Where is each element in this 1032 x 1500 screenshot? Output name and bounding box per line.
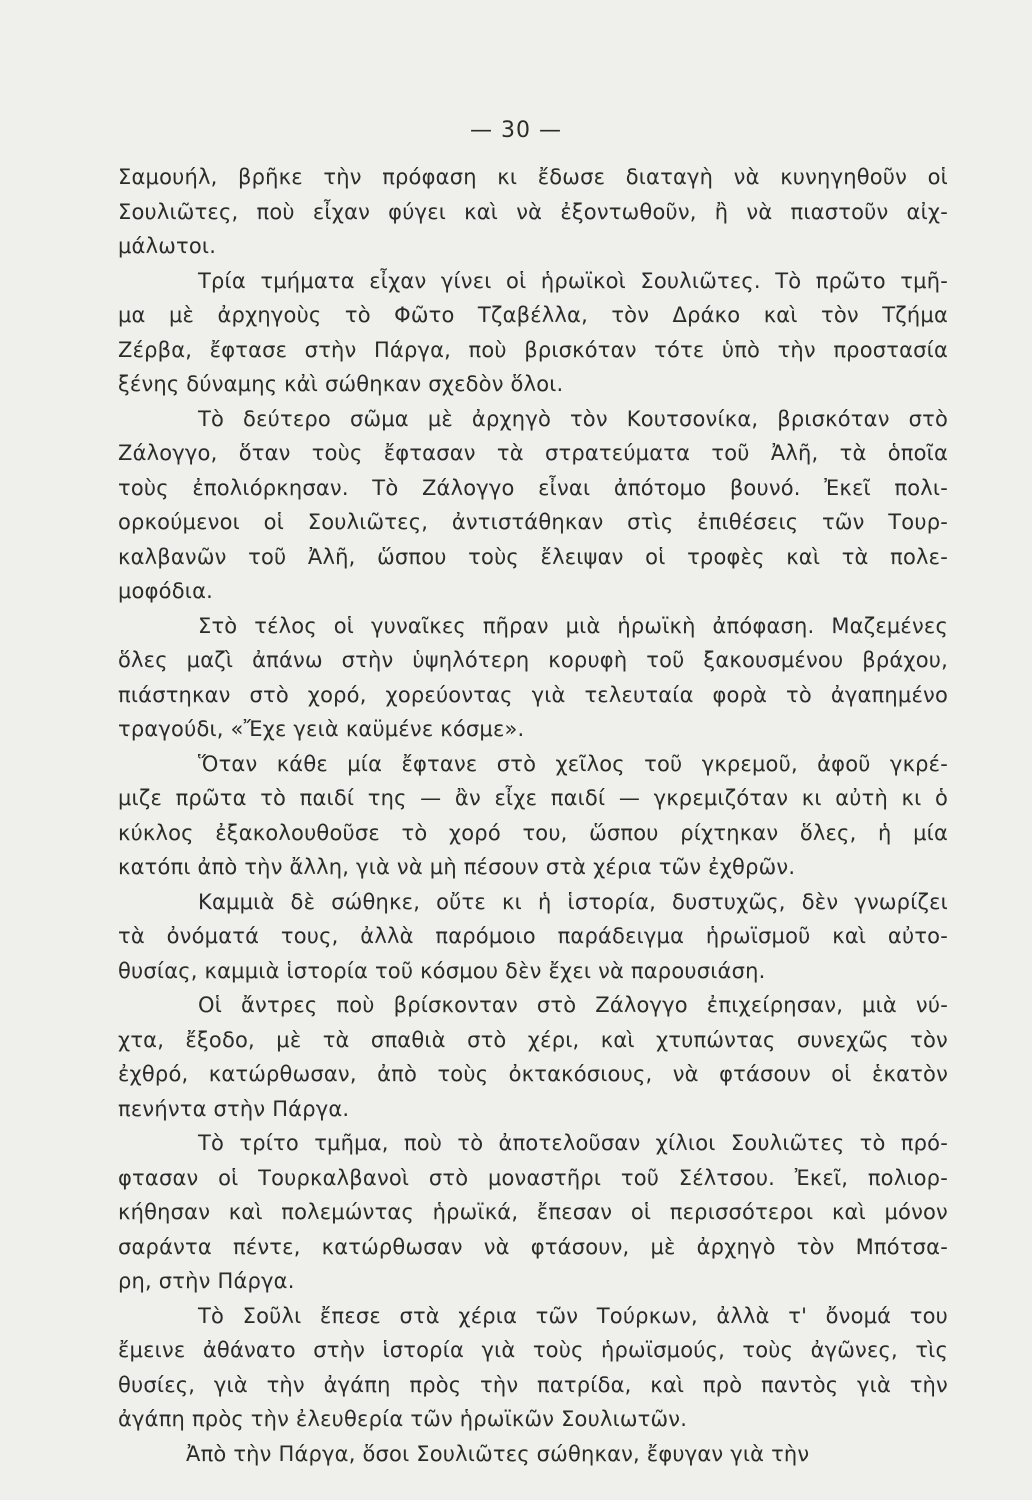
text-line: Ἀπὸ τὴν Πάργα, ὅσοι Σουλιῶτες σώθηκαν, ἔφυγαν γιὰ τὴν (186, 1441, 810, 1466)
text-line: θυσίες, γιὰ τὴν ἀγάπη πρὸς τὴν πατρίδα, καὶ πρὸ παντὸς γιὰ τὴν (118, 1372, 948, 1397)
text-line: ἔμεινε ἀθάνατο στὴν ἱστορία γιὰ τοὺς ἡρωϊσμούς, τοὺς ἀγῶνες, τὶς (118, 1338, 948, 1362)
text-line: μα μὲ ἀρχηγοὺς τὸ Φῶτο Τζαβέλλα, τὸν Δράκο καὶ τὸν Τζήμα (118, 303, 948, 327)
text-line: Τρία τμήματα εἶχαν γίνει οἱ ἡρωϊκοὶ Σουλιῶτες. Τὸ πρῶτο τμῆ- (198, 268, 948, 293)
text-line: Στὸ τέλος οἱ γυναῖκες πῆραν μιὰ ἡρωϊκὴ ἀπόφαση. Μαζεμένες (198, 613, 948, 638)
text-line: μοφόδια. (118, 579, 213, 603)
text-line: καλβανῶν τοῦ Ἀλῆ, ὥσπου τοὺς ἔλειψαν οἱ τροφὲς καὶ τὰ πολε- (118, 544, 948, 569)
text-line: Ζάλογγο, ὅταν τοὺς ἔφτασαν τὰ στρατεύματα τοῦ Ἀλῆ, τὰ ὁποῖα (118, 441, 948, 465)
text-line: ξένης δύναμης κἀὶ σώθηκαν σχεδὸν ὅλοι. (118, 372, 564, 396)
text-line: τοὺς ἐπολιόρκησαν. Τὸ Ζάλογγο εἶναι ἀπότομο βουνό. Ἐκεῖ πολι- (118, 475, 948, 500)
text-line: κήθησαν καὶ πολεμώντας ἡρωϊκά, ἔπεσαν οἱ περισσότεροι καὶ μόνον (118, 1200, 948, 1224)
text-line: τραγούδι, «Ἔχε γειὰ καϋμένε κόσμε». (118, 717, 525, 741)
text-line: Τὸ Σοῦλι ἔπεσε στὰ χέρια τῶν Τούρκων, ἀλλὰ τ' ὄνομά του (198, 1303, 948, 1328)
text-line: κατόπι ἀπὸ τὴν ἄλλη, γιὰ νὰ μὴ πέσουν στὰ χέρια τῶν ἐχθρῶν. (118, 855, 796, 879)
body-text (118, 160, 948, 1471)
text-line: σαράντα πέντε, κατώρθωσαν νὰ φτάσουν, μὲ ἀρχηγὸ τὸν Μπότσα- (118, 1234, 948, 1259)
text-line: ἐχθρό, κατώρθωσαν, ἀπὸ τοὺς ὀκτακόσιους, νὰ φτάσουν οἱ ἑκατὸν (118, 1062, 948, 1086)
text-line: φτασαν οἱ Τουρκαλβανοὶ στὸ μοναστῆρι τοῦ Σέλτσου. Ἐκεῖ, πολιορ- (118, 1165, 948, 1190)
text-line: Οἱ ἄντρες ποὺ βρίσκονταν στὸ Ζάλογγο ἐπιχείρησαν, μιὰ νύ- (198, 993, 948, 1017)
text-line: Ζέρβα, ἔφτασε στὴν Πάργα, ποὺ βρισκόταν τότε ὑπὸ τὴν προστασία (118, 337, 948, 362)
page-number: — 30 — (470, 118, 562, 143)
text-line: Τὸ δεύτερο σῶμα μὲ ἀρχηγὸ τὸν Κουτσονίκα, βρισκόταν στὸ (198, 406, 948, 431)
text-line: μιζε πρῶτα τὸ παιδί της — ἂν εἶχε παιδί — γκρεμιζόταν κι αὐτὴ κι ὁ (118, 786, 948, 810)
text-line: Ὅταν κάθε μία ἔφτανε στὸ χεῖλος τοῦ γκρεμοῦ, ἀφοῦ γκρέ- (198, 751, 948, 776)
text-line: τὰ ὀνόματά τους, ἀλλὰ παρόμοιο παράδειγμα ἡρωϊσμοῦ καὶ αὐτο- (118, 924, 948, 948)
text-line: πιάστηκαν στὸ χορό, χορεύοντας γιὰ τελευταία φορὰ τὸ ἀγαπημένο (118, 682, 948, 707)
text-line: χτα, ἔξοδο, μὲ τὰ σπαθιὰ στὸ χέρι, καὶ χτυπώντας συνεχῶς τὸν (118, 1027, 948, 1052)
text-line: κύκλος ἐξακολουθοῦσε τὸ χορό του, ὥσπου ρίχτηκαν ὅλες, ἡ μία (118, 820, 948, 845)
text-line: Καμμιὰ δὲ σώθηκε, οὔτε κι ἡ ἱστορία, δυστυχῶς, δὲν γνωρίζει (198, 889, 948, 914)
text-line: Σαμουήλ, βρῆκε τὴν πρόφαση κι ἔδωσε διαταγὴ νὰ κυνηγηθοῦν οἱ (118, 165, 948, 189)
text-line: Τὸ τρίτο τμῆμα, ποὺ τὸ ἀποτελοῦσαν χίλιοι Σουλιῶτες τὸ πρό- (198, 1131, 948, 1155)
text-line: θυσίας, καμμιὰ ἱστορία τοῦ κόσμου δὲν ἔχει νὰ παρουσιάση. (118, 958, 766, 983)
text-line: πενήντα στὴν Πάργα. (118, 1096, 350, 1121)
text-line: ρη, στὴν Πάργα. (118, 1269, 295, 1293)
text-line: ὅλες μαζὶ ἀπάνω στὴν ὑψηλότερη κορυφὴ τοῦ ξακουσμένου βράχου, (118, 648, 948, 672)
text-line: Σουλιῶτες, ποὺ εἶχαν φύγει καὶ νὰ ἐξοντωθοῦν, ἢ νὰ πιαστοῦν αἰχ- (118, 199, 948, 224)
text-line: ορκούμενοι οἱ Σουλιῶτες, ἀντιστάθηκαν στὶς ἐπιθέσεις τῶν Τουρ- (118, 510, 948, 534)
text-line: μάλωτοι. (118, 234, 217, 258)
text-line: ἀγάπη πρὸς τὴν ἐλευθερία τῶν ἡρωϊκῶν Σουλιωτῶν. (118, 1407, 688, 1431)
